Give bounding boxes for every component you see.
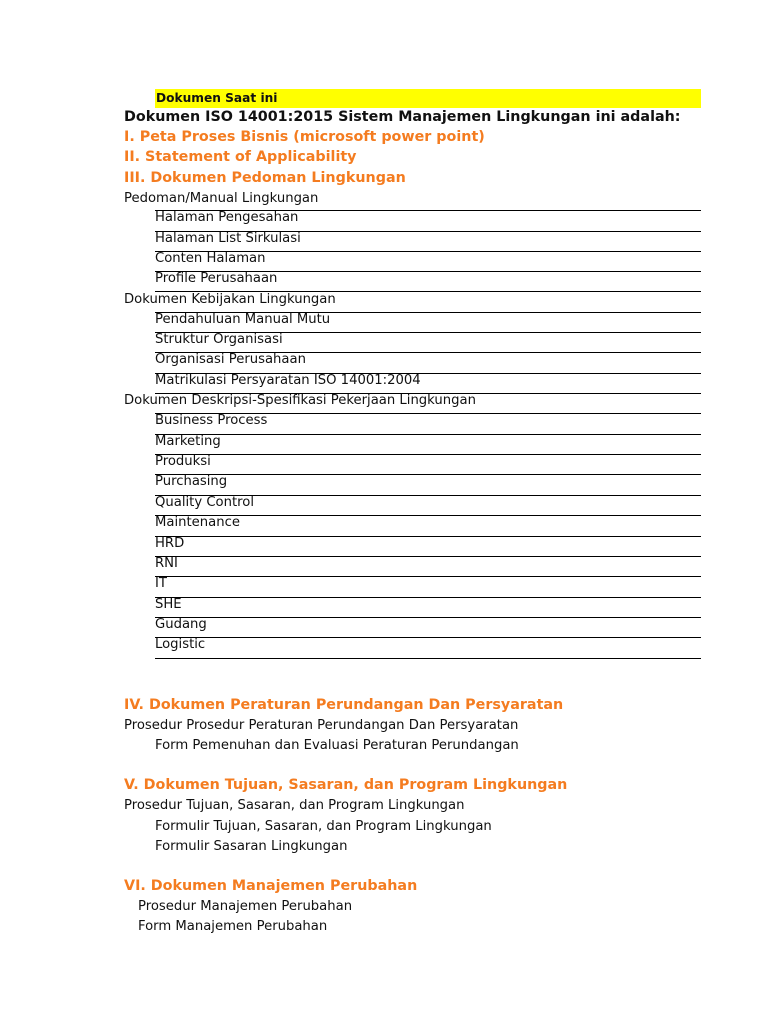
- highlight-label: Dokumen Saat ini: [155, 89, 701, 108]
- section-heading-5: V. Dokumen Tujuan, Sasaran, dan Program Lingkungan: [124, 777, 568, 793]
- list-item: RNI: [155, 556, 178, 571]
- list-item: Business Process: [155, 413, 268, 428]
- divider: [155, 597, 701, 598]
- list-item: Conten Halaman: [155, 251, 266, 266]
- list-item: Halaman Pengesahan: [155, 210, 299, 225]
- list-item: Matrikulasi Persyaratan ISO 14001:2004: [155, 373, 421, 388]
- list-item: Gudang: [155, 617, 207, 632]
- group-heading-pedoman: Pedoman/Manual Lingkungan: [124, 191, 319, 206]
- list-item: Pendahuluan Manual Mutu: [155, 312, 331, 327]
- section-heading-1: I. Peta Proses Bisnis (microsoft power point): [124, 129, 485, 145]
- form-tujuan: Formulir Tujuan, Sasaran, dan Program Lingkungan: [155, 819, 492, 834]
- list-item: Purchasing: [155, 474, 228, 489]
- divider: [155, 536, 701, 537]
- divider: [155, 617, 701, 618]
- procedure-tujuan: Prosedur Tujuan, Sasaran, dan Program Lingkungan: [124, 798, 465, 813]
- list-item: Organisasi Perusahaan: [155, 352, 306, 367]
- divider: [155, 434, 701, 435]
- list-item: HRD: [155, 536, 185, 551]
- section-heading-2: II. Statement of Applicability: [124, 149, 357, 165]
- document-title: Dokumen ISO 14001:2015 Sistem Manajemen Lingkungan ini adalah:: [124, 109, 681, 125]
- divider: [155, 474, 701, 475]
- divider: [155, 637, 701, 638]
- list-item: Profile Perusahaan: [155, 271, 278, 286]
- group-heading-deskripsi: Dokumen Deskripsi-Spesifikasi Pekerjaan Lingkungan: [124, 393, 476, 408]
- form-perubahan: Form Manajemen Perubahan: [138, 919, 328, 934]
- list-item: Halaman List Sirkulasi: [155, 231, 301, 246]
- section-heading-6: VI. Dokumen Manajemen Perubahan: [124, 878, 418, 894]
- form-pemenuhan: Form Pemenuhan dan Evaluasi Peraturan Perundangan: [155, 738, 519, 753]
- procedure-peraturan: Prosedur Prosedur Peraturan Perundangan Dan Persyaratan: [124, 718, 519, 733]
- list-item: SHE: [155, 597, 182, 612]
- section-heading-3: III. Dokumen Pedoman Lingkungan: [124, 170, 406, 186]
- section-heading-4: IV. Dokumen Peraturan Perundangan Dan Persyaratan: [124, 697, 564, 713]
- form-sasaran: Formulir Sasaran Lingkungan: [155, 839, 348, 854]
- divider: [155, 658, 701, 659]
- procedure-perubahan: Prosedur Manajemen Perubahan: [138, 899, 353, 914]
- list-item: Struktur Organisasi: [155, 332, 283, 347]
- divider: [155, 576, 701, 577]
- list-item: Produksi: [155, 454, 211, 469]
- divider: [155, 454, 701, 455]
- list-item: Quality Control: [155, 495, 254, 510]
- list-item: IT: [155, 576, 167, 591]
- list-item: Maintenance: [155, 515, 240, 530]
- divider: [155, 556, 701, 557]
- list-item: Logistic: [155, 637, 206, 652]
- group-heading-kebijakan: Dokumen Kebijakan Lingkungan: [124, 292, 336, 307]
- list-item: Marketing: [155, 434, 221, 449]
